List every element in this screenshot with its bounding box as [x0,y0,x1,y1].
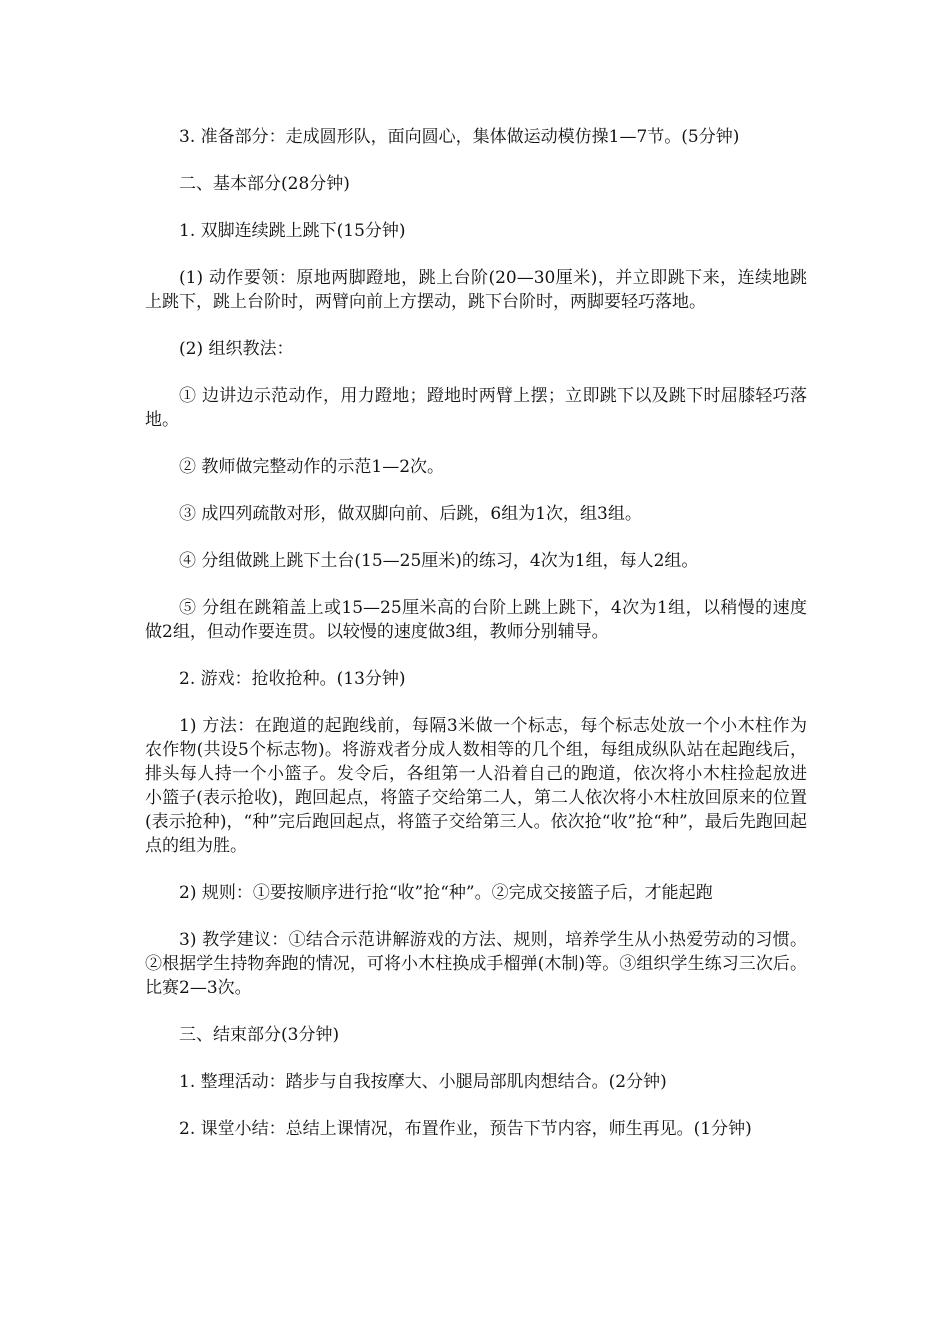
list-item-4: ④ 分组做跳上跳下土台(15—25厘米)的练习，4次为1组，每人2组。 [179,551,699,571]
paragraph-game-method: 1) 方法：在跑道的起跑线前，每隔3米做一个标志，每个标志处放一个小木柱作为农作物(共设5个标志物)。将游戏者分成人数相等的几个组，每组成纵队站在起跑线后，排头每人持一个小篮子。发令后，各组第一人沿着自己的跑道，依次将小木柱捡起放进小篮子(表示抢收)，跑回起点，将篮子交给第二人，第二人依次将小木柱放回原来的位置(表示抢种)，“种”完后跑回起点，将篮子交给第三人。依次抢“收”抢“种”，最后先跑回起点的组为胜。 [145,716,807,856]
list-item-3: ③ 成四列疏散对形，做双脚向前、后跳，6组为1次，组3组。 [179,504,642,524]
paragraph-cooldown: 1. 整理活动：踏步与自我按摩大、小腿局部肌肉想结合。(2分钟) [179,1072,667,1092]
paragraph-summary: 2. 课堂小结：总结上课情况，布置作业，预告下节内容，师生再见。(1分钟) [179,1119,752,1139]
step-3-warmup: 3. 准备部分：走成圆形队，面向圆心，集体做运动模仿操1—7节。(5分钟) [179,127,740,147]
subsection-heading-jump: 1. 双脚连续跳上跳下(15分钟) [179,221,406,241]
section-heading-basic: 二、基本部分(28分钟) [179,174,350,194]
list-item-1: ① 边讲边示范动作，用力蹬地；蹬地时两臂上摆；立即跳下以及跳下时屈膝轻巧落地。 [145,386,807,430]
list-item-5: ⑤ 分组在跳箱盖上或15—25厘米高的台阶上跳上跳下，4次为1组，以稍慢的速度做2组，但动作要连贯。以较慢的速度做3组，教师分别辅导。 [145,598,807,642]
paragraph-movement-essentials: (1) 动作要领：原地两脚蹬地，跳上台阶(20—30厘米)，并立即跳下来，连续地跳上跳下，跳上台阶时，两臂向前上方摆动，跳下台阶时，两脚要轻巧落地。 [145,268,807,312]
paragraph-game-rules: 2) 规则：①要按顺序进行抢“收”抢“种”。②完成交接篮子后，才能起跑 [179,883,713,903]
document-body [145,125,807,1164]
subsection-heading-game: 2. 游戏：抢收抢种。(13分钟) [179,669,406,689]
paragraph-organization-heading: (2) 组织教法： [179,339,294,359]
section-heading-closing: 三、结束部分(3分钟) [179,1025,340,1045]
list-item-2: ② 教师做完整动作的示范1—2次。 [179,457,445,477]
paragraph-teaching-suggestions: 3) 教学建议：①结合示范讲解游戏的方法、规则，培养学生从小热爱劳动的习惯。②根据学生持物奔跑的情况，可将小木柱换成手榴弹(木制)等。③组织学生练习三次后。比赛2—3次。 [145,930,807,998]
